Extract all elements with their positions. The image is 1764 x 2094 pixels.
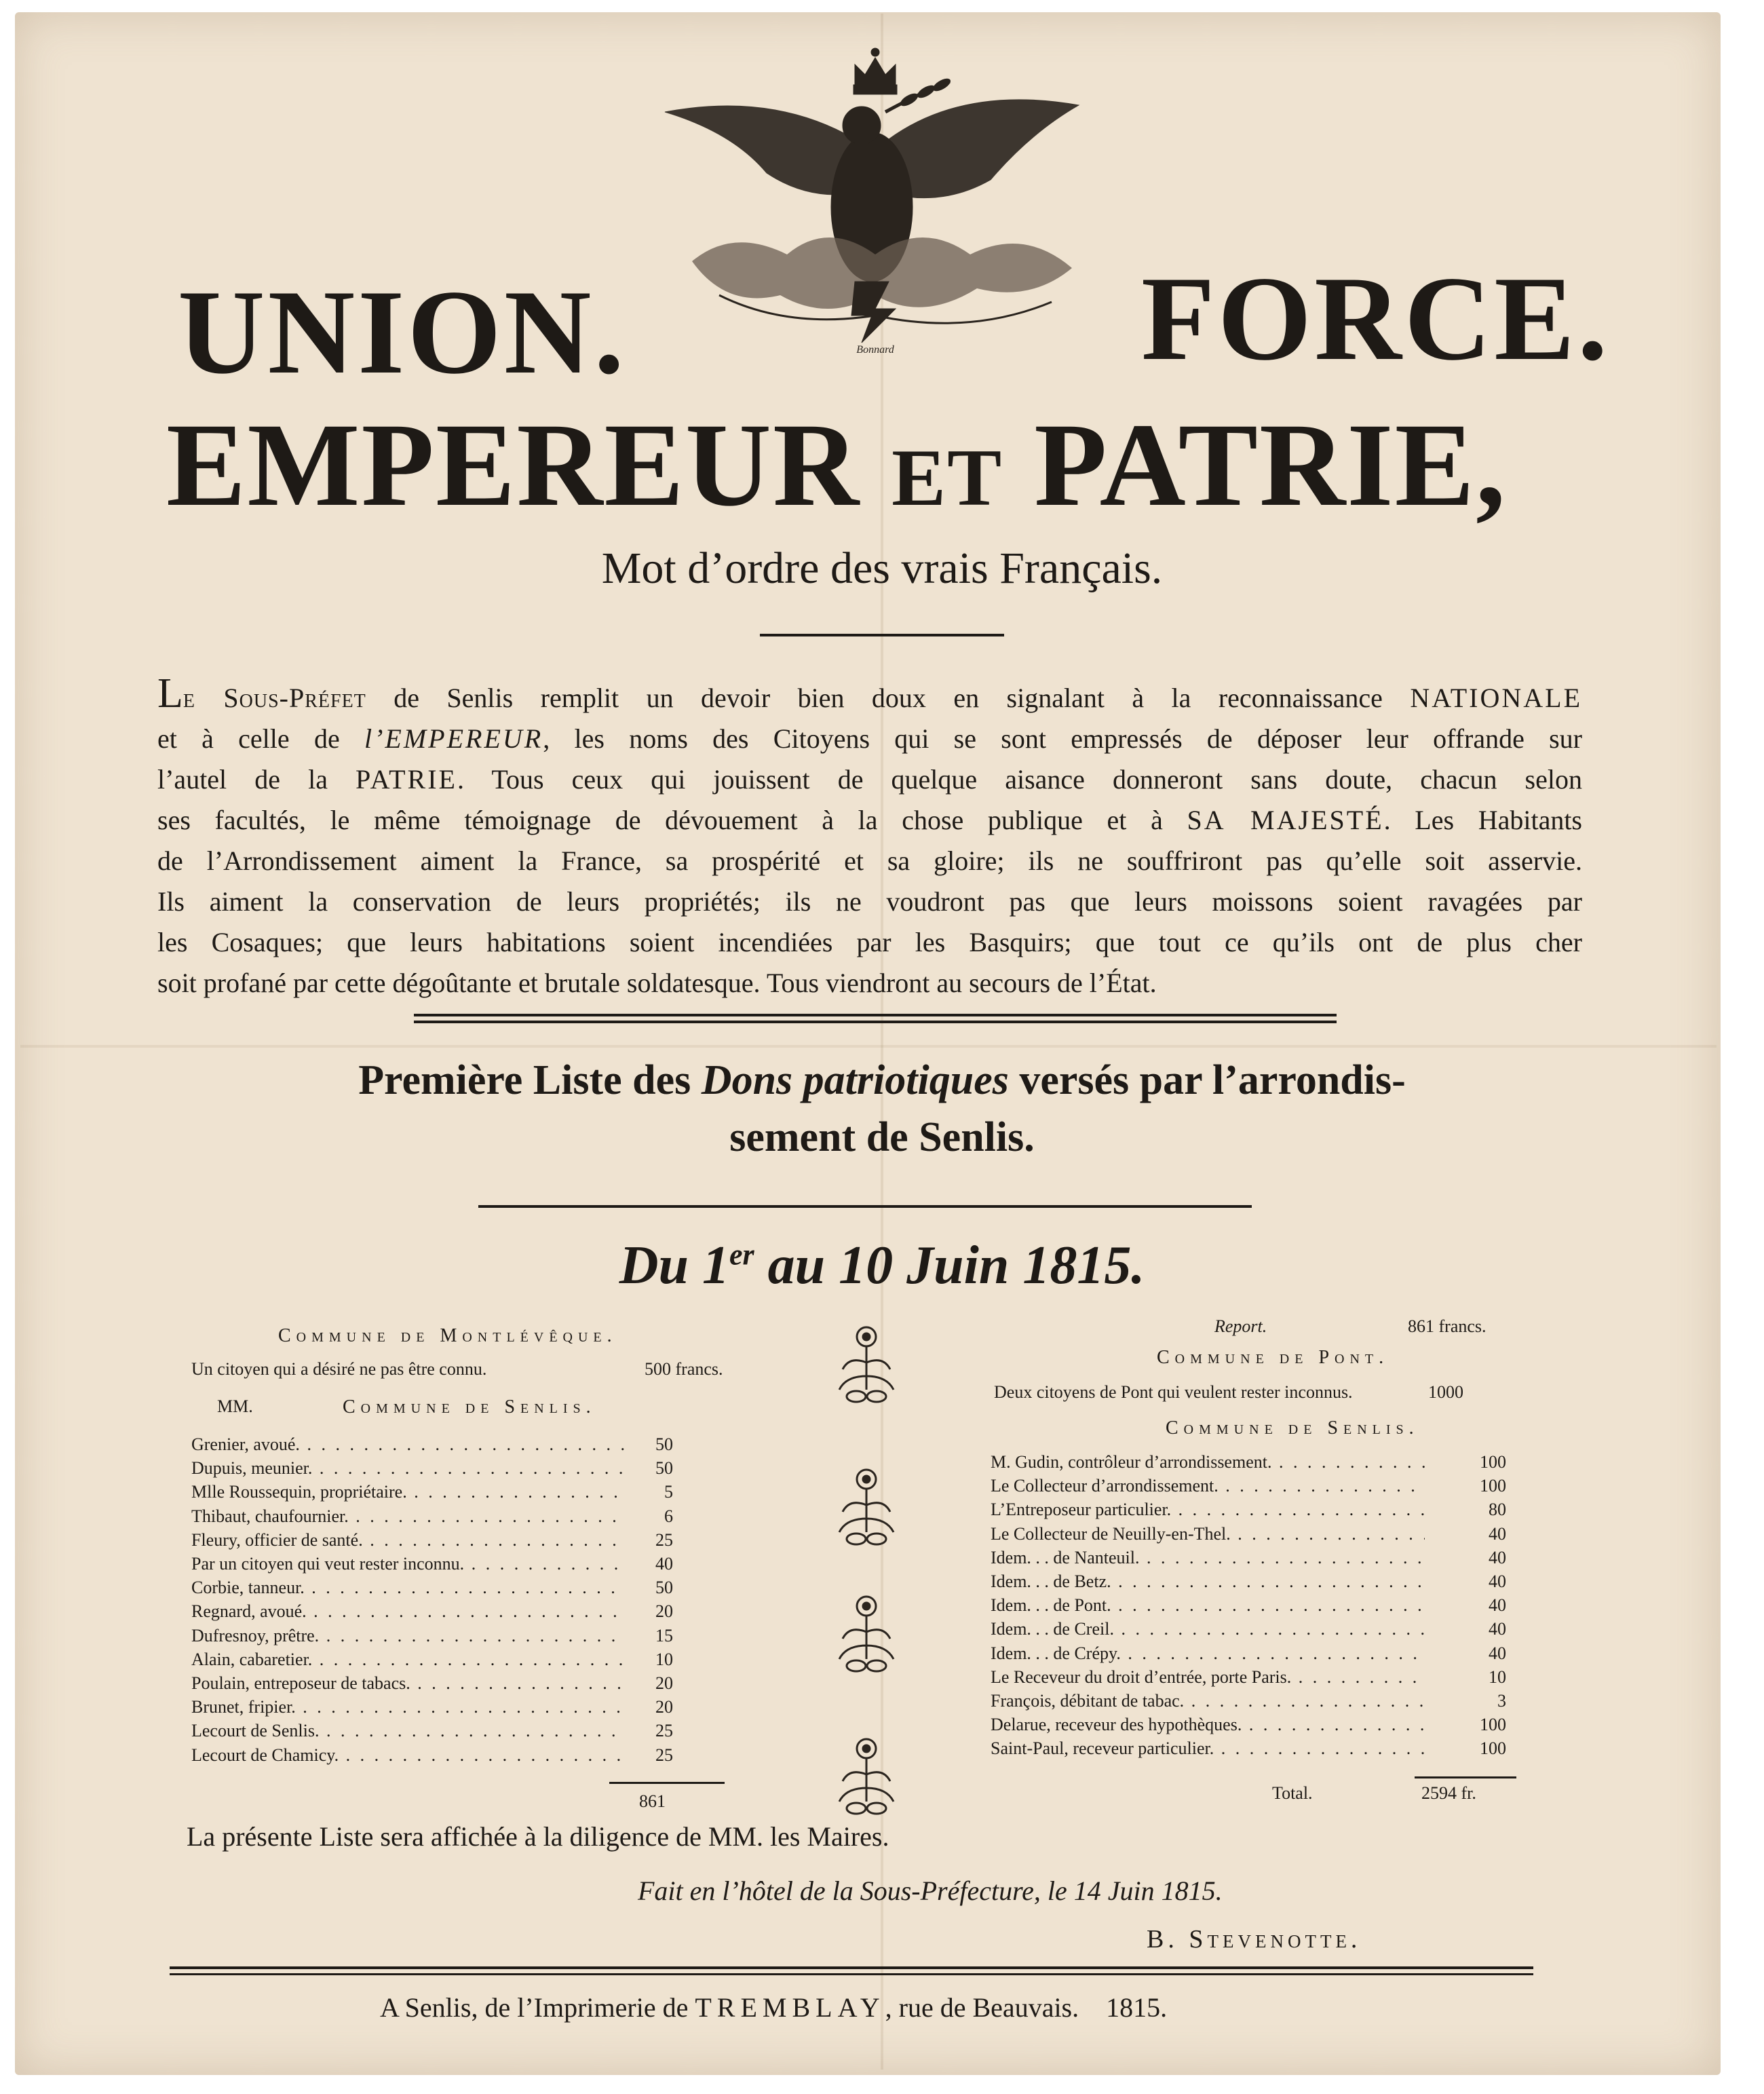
donor-amount: 50 [655, 1458, 673, 1479]
header-line-empereur-et-patrie [166, 399, 1618, 531]
donor-amount: 25 [655, 1721, 673, 1741]
right-total-rule [1415, 1776, 1516, 1778]
donor-name: Poulain, entreposeur de tabacs. . . . [191, 1673, 626, 1694]
donor-name: Idem. . . de Creil. . . . [991, 1619, 1425, 1639]
donor-name: Fleury, officier de santé. . . . [191, 1530, 626, 1550]
left-subtotal-rule [609, 1782, 725, 1784]
donor-name: Dupuis, meunier. . . . [191, 1458, 626, 1479]
proclamation-line-1: Le Sous-Préfet de Senlis remplit un devoir bien doux en signalant à la reconnaissance NATIONALE [157, 670, 1582, 717]
posting-notice: La présente Liste sera affichée à la diligence de MM. les Maires. [187, 1821, 889, 1852]
donor-name: François, débitant de tabac. . . . [991, 1691, 1425, 1711]
donor-amount: 10 [1489, 1667, 1506, 1687]
date-range: Du 1er au 10 Juin 1815. [619, 1236, 1145, 1295]
donor-name: Corbie, tanneur. . . . [191, 1578, 626, 1598]
commune-pont-heading: Commune de Pont. [1157, 1347, 1389, 1368]
donor-amount: 100 [1480, 1715, 1506, 1735]
report-amount: 861 francs. [1408, 1316, 1487, 1336]
crowned-eagle-emblem [651, 37, 1113, 356]
donor-amount: 50 [655, 1578, 673, 1598]
donor-name: Lecourt de Chamicy. . . . [191, 1745, 626, 1766]
donor-amount: 15 [655, 1625, 673, 1645]
proclamation-line-2: et à celle de l’EMPEREUR, les noms des Citoyens qui se sont empressés de déposer leur offrande sur [157, 723, 1582, 754]
divider-short [760, 634, 1004, 636]
pont-donors-amount: 1000 [1428, 1382, 1463, 1402]
flower-ornament-icon [829, 1322, 904, 1410]
printer-imprint: A Senlis, de l’Imprimerie de TREMBLAY, rue de Beauvais. 1815. [380, 1992, 1168, 2023]
left-subtotal: 861 [639, 1791, 666, 1811]
donor-amount: 6 [664, 1506, 673, 1526]
proclamation-line-3: l’autel de la PATRIE. Tous ceux qui jouissent de quelque aisance donneront sans doute, chacun selon [157, 764, 1582, 795]
double-rule-bottom [414, 1021, 1337, 1023]
donor-amount: 40 [1489, 1547, 1506, 1567]
header-word-empereur: EMPEREUR [166, 399, 861, 531]
donor-name: Idem. . . de Crépy. . . . [991, 1643, 1425, 1664]
divider-list [478, 1205, 1252, 1208]
pont-donors-label: Deux citoyens de Pont qui veulent rester inconnus. [994, 1382, 1353, 1402]
donor-name: Regnard, avoué. . . . [191, 1601, 626, 1622]
proclamation-line-8: soit profané par cette dégoûtante et brutale soldatesque. Tous viendront au secours de l’État. [157, 968, 1157, 998]
report-label: Report. [1214, 1316, 1267, 1336]
donor-amount: 40 [1489, 1523, 1506, 1544]
header-word-force: FORCE. [1141, 251, 1611, 385]
donor-name: Idem. . . de Pont. . . . [991, 1595, 1425, 1616]
donor-name: Par un citoyen qui veut rester inconnu. . . . [191, 1554, 626, 1574]
donor-name: L’Entreposeur particulier. . . . [991, 1500, 1425, 1520]
proclamation-line-4: ses facultés, le même témoignage de dévouement à la chose publique et à SA MAJESTÉ. Les Habitants [157, 805, 1582, 835]
commune-senlis-heading-left: Commune de Senlis. [343, 1396, 596, 1417]
proclamation-line-6: Ils aiment la conservation de leurs propriétés; ils ne voudront pas que leurs moissons soient ravagées par [157, 886, 1582, 917]
donor-name: Le Receveur du droit d’entrée, porte Paris. . . . [991, 1667, 1425, 1688]
donor-name: Idem. . . de Nanteuil. . . . [991, 1548, 1425, 1568]
donor-amount: 50 [655, 1434, 673, 1454]
flower-ornament-icon [829, 1464, 904, 1553]
donor-name: Thibaut, chaufournier. . . . [191, 1506, 626, 1527]
commune-montleveque-heading: Commune de Montlévêque. [278, 1325, 617, 1346]
donor-amount: 20 [655, 1601, 673, 1622]
fold-crease-horizontal [20, 1045, 1717, 1048]
donor-amount: 40 [1489, 1572, 1506, 1591]
flower-ornament-icon [829, 1591, 904, 1679]
footer-rule-top [170, 1966, 1533, 1969]
donor-name: Saint-Paul, receveur particulier. . . . [991, 1738, 1425, 1759]
header-word-union: UNION. [178, 265, 627, 399]
donor-amount: 20 [655, 1697, 673, 1717]
donor-name: Idem. . . de Betz. . . . [991, 1572, 1425, 1592]
donor-amount: 40 [1489, 1595, 1506, 1616]
donor-name: Alain, cabaretier. . . . [191, 1650, 626, 1670]
donor-amount: 5 [664, 1482, 673, 1502]
total-amount: 2594 fr. [1421, 1783, 1476, 1803]
donor-name: Delarue, receveur des hypothèques. . . . [991, 1715, 1425, 1735]
double-rule-top [414, 1014, 1337, 1016]
donor-amount: 25 [655, 1745, 673, 1765]
commune-senlis-heading-right: Commune de Senlis. [1166, 1417, 1419, 1439]
donor-amount: 100 [1480, 1452, 1506, 1472]
header-word-patrie: PATRIE, [1034, 399, 1508, 531]
mm-label: MM. [217, 1396, 253, 1416]
proclamation-line-7: les Cosaques; que leurs habitations soient incendiées par les Basquirs; que tout ce qu’ils ont de plus cher [157, 927, 1582, 957]
proclamation-text [157, 670, 1582, 1004]
donor-amount: 80 [1489, 1500, 1506, 1520]
donor-name: M. Gudin, contrôleur d’arrondissement. . . . [991, 1452, 1425, 1472]
footer-rule-bottom [170, 1973, 1533, 1975]
donor-amount: 100 [1480, 1738, 1506, 1759]
engraver-signature: Bonnard [856, 344, 894, 356]
donor-amount: 40 [655, 1554, 673, 1574]
donor-name: Mlle Roussequin, propriétaire. . . . [191, 1482, 626, 1502]
anonymous-donor-amount: 500 francs. [645, 1359, 723, 1379]
donor-name: Lecourt de Senlis. . . . [191, 1721, 626, 1741]
donor-name: Dufresnoy, prêtre. . . . [191, 1626, 626, 1646]
proclamation-line-5: de l’Arrondissement aiment la France, sa prospérité et sa gloire; ils ne souffriront pas qu’elle soit asservie. [157, 845, 1582, 876]
total-label: Total. [1272, 1783, 1313, 1803]
donor-amount: 20 [655, 1673, 673, 1693]
donor-name: Brunet, fripier. . . . [191, 1697, 626, 1717]
donor-amount: 40 [1489, 1643, 1506, 1663]
donor-name: Le Collecteur de Neuilly-en-Thel. . . . [991, 1524, 1425, 1544]
header-word-et: ET [891, 432, 1003, 522]
donor-amount: 25 [655, 1529, 673, 1550]
donor-amount: 40 [1489, 1619, 1506, 1639]
donor-amount: 100 [1480, 1476, 1506, 1496]
done-at-line: Fait en l’hôtel de la Sous-Préfecture, le 14 Juin 1815. [638, 1876, 1223, 1906]
flower-ornament-icon [829, 1734, 904, 1822]
motto: Mot d’ordre des vrais Français. [601, 544, 1163, 593]
donor-name: Grenier, avoué. . . . [191, 1434, 626, 1455]
donor-amount: 10 [655, 1649, 673, 1669]
signature: B. Stevenotte. [1147, 1925, 1362, 1954]
donor-amount: 3 [1497, 1691, 1506, 1711]
anonymous-donor-label: Un citoyen qui a désiré ne pas être connu. [191, 1359, 487, 1379]
donor-name: Le Collecteur d’arrondissement. . . . [991, 1476, 1425, 1496]
list-title: Première Liste des Dons patriotiques versés par l’arrondis- sement de Senlis. [358, 1057, 1406, 1160]
